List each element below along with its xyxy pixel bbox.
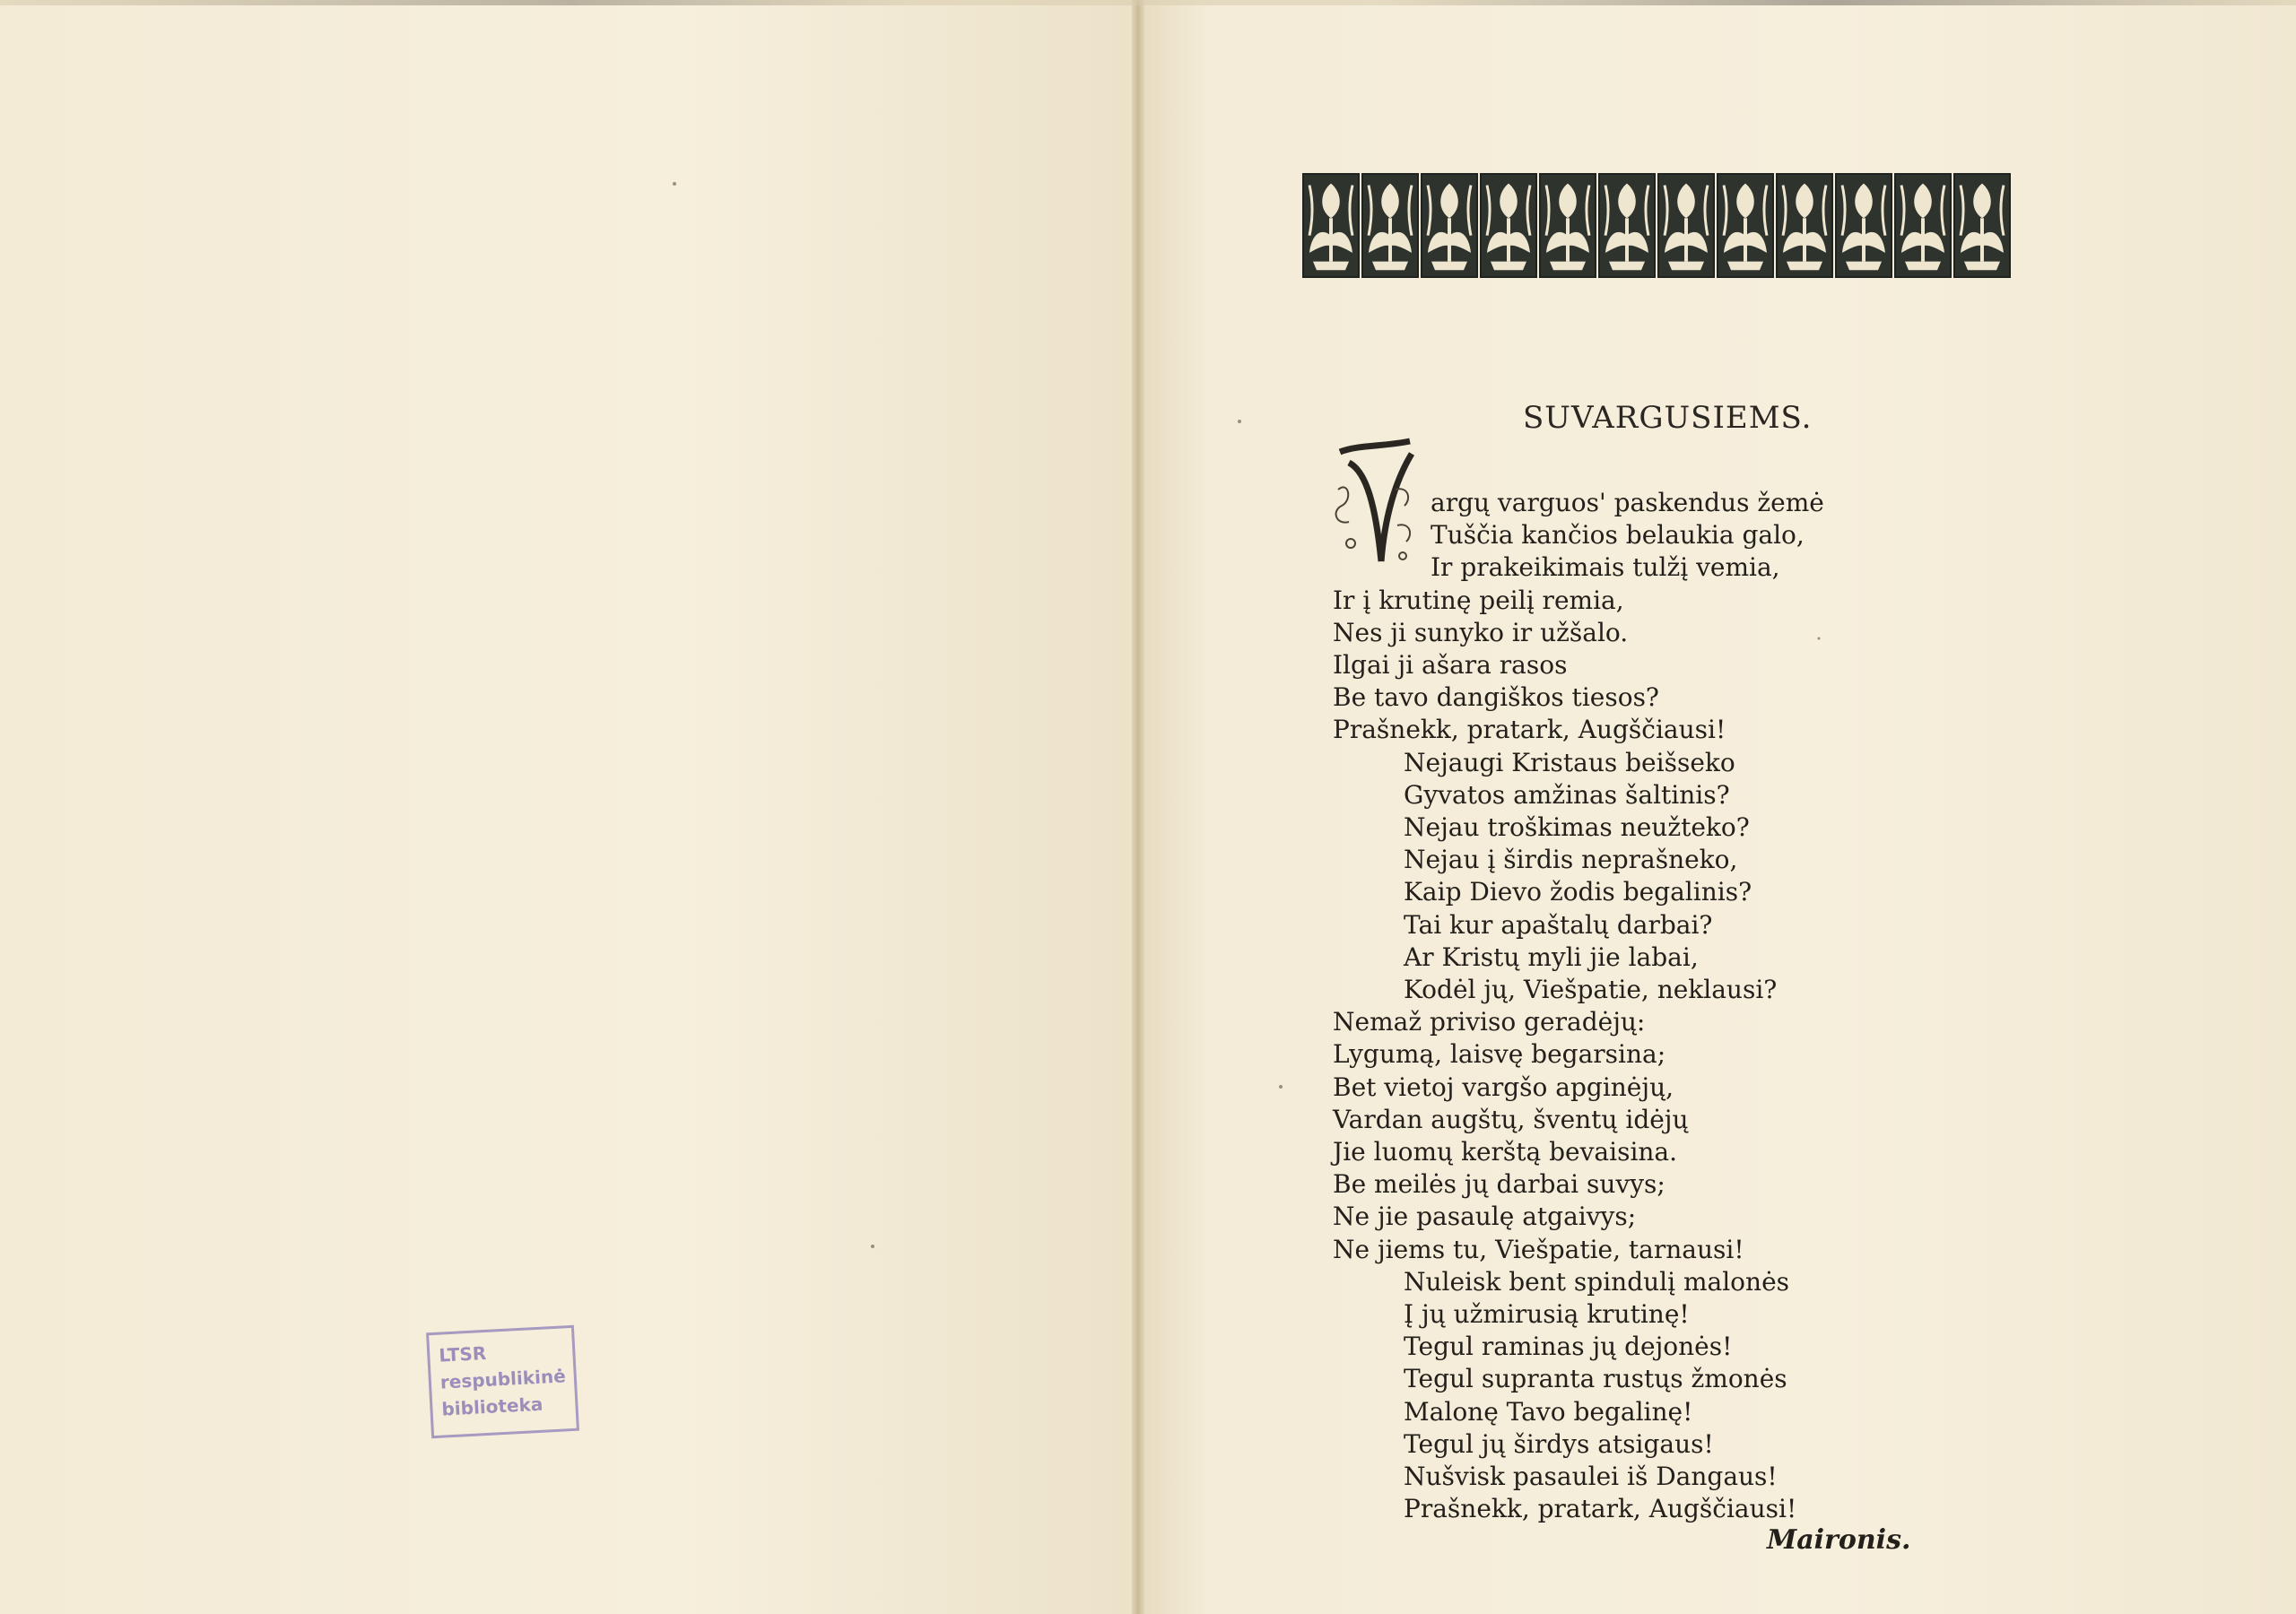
tulip-ornament-icon xyxy=(1302,173,1360,278)
poem-line: Prašnekk, pratark, Augščiausi! xyxy=(1404,1494,1797,1524)
poem-line: Nejau troškimas neužteko? xyxy=(1404,812,1750,842)
tulip-ornament-icon xyxy=(1835,173,1892,278)
page-top-edge xyxy=(0,0,2296,5)
tulip-ornament-icon xyxy=(1953,173,2011,278)
poem-line: Ir prakeikimais tulžį vemia, xyxy=(1431,552,1780,583)
poem-line: argų varguos' paskendus žemė xyxy=(1431,488,1824,517)
tulip-ornament-icon xyxy=(1480,173,1537,278)
poem-line: Bet vietoj vargšo apginėjų, xyxy=(1333,1072,1674,1102)
poem-line: Nejau į širdis neprašneko, xyxy=(1404,845,1738,875)
poem-line: Be meilės jų darbai suvys; xyxy=(1333,1169,1665,1200)
poem-line: Į jų užmirusią krutinę! xyxy=(1404,1299,1690,1329)
tulip-ornament-icon xyxy=(1657,173,1715,278)
stamp-line: respublikinė xyxy=(439,1365,567,1393)
book-gutter xyxy=(1132,0,1144,1614)
tulip-ornament-icon xyxy=(1361,173,1419,278)
tulip-ornament-icon xyxy=(1717,173,1774,278)
tulip-ornament-icon xyxy=(1539,173,1596,278)
poem-signature: Maironis. xyxy=(1767,1524,1911,1556)
poem-line: Ir į krutinę peilį remia, xyxy=(1333,585,1624,615)
library-stamp xyxy=(426,1325,579,1438)
tulip-ornament-icon xyxy=(1894,173,1952,278)
poem-line: Ilgai ji ašara rasos xyxy=(1333,650,1568,680)
ornamental-border xyxy=(1302,173,2011,278)
poem-line: Tai kur apaštalų darbai? xyxy=(1404,909,1713,940)
poem-line: Tegul supranta rustųs žmonės xyxy=(1404,1364,1787,1394)
poem-line: Nemaž priviso geradėjų: xyxy=(1333,1007,1646,1037)
poem-line: Nuleisk bent spindulį malonės xyxy=(1404,1266,1790,1297)
poem-line: Ne jiems tu, Viešpatie, tarnausi! xyxy=(1333,1234,1744,1264)
poem-line: Malonę Tavo begalinę! xyxy=(1404,1396,1693,1427)
poem-line: Jie luomų kerštą bevaisina. xyxy=(1333,1137,1678,1167)
tulip-ornament-icon xyxy=(1421,173,1478,278)
poem-line: Vardan augštų, šventų idėjų xyxy=(1333,1104,1689,1134)
poem-title: SUVARGUSIEMS. xyxy=(1523,400,1813,436)
poem-line: Ne jie pasaulę atgaivys; xyxy=(1333,1202,1637,1232)
tulip-ornament-icon xyxy=(1776,173,1833,278)
poem-line: Kodėl jų, Viešpatie, neklausi? xyxy=(1404,975,1778,1004)
poem-line: Tegul raminas jų dejonės! xyxy=(1404,1332,1733,1362)
poem-line: Tegul jų širdys atsigaus! xyxy=(1404,1428,1714,1459)
poem-line: Kaip Dievo žodis begalinis? xyxy=(1404,877,1752,907)
poem-line: Nejaugi Kristaus beišseko xyxy=(1404,747,1735,777)
poem-line: Tuščia kančios belaukia galo, xyxy=(1431,520,1805,551)
poem-line: Lygumą, laisvę begarsina; xyxy=(1333,1039,1666,1070)
tulip-ornament-icon xyxy=(1598,173,1656,278)
poem-line: Be tavo dangiškos tiesos? xyxy=(1333,682,1659,713)
poem-line: Ar Kristų myli jie labai, xyxy=(1404,941,1699,972)
poem-line: Nes ji sunyko ir užšalo. xyxy=(1333,617,1629,647)
dropcap-v-icon xyxy=(1331,436,1417,570)
poem-line: Prašnekk, pratark, Augščiausi! xyxy=(1333,715,1726,745)
stamp-line: LTSR xyxy=(438,1341,487,1367)
poem-line: Gyvatos amžinas šaltinis? xyxy=(1404,779,1730,810)
poem-line: Nušvisk pasaulei iš Dangaus! xyxy=(1404,1462,1778,1491)
stamp-line: biblioteka xyxy=(440,1393,544,1420)
